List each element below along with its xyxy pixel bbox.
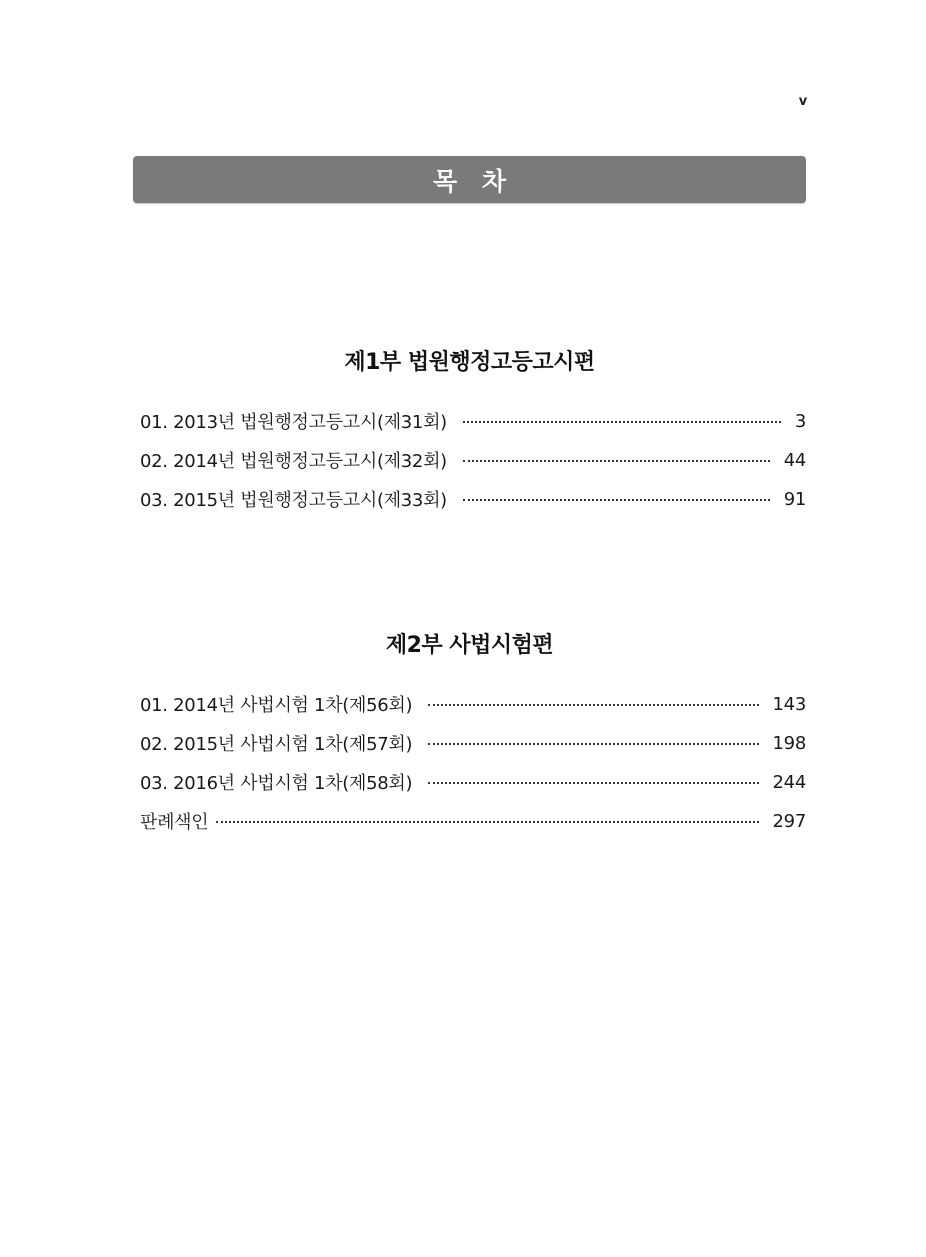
entry-page-number: 91	[783, 488, 806, 510]
toc-banner	[133, 156, 806, 203]
entry-page-number: 44	[783, 449, 806, 471]
toc-title: 목 차	[432, 166, 514, 196]
entry-label: 01. 2014년 사법시험 1차(제56회)	[140, 695, 413, 716]
toc-entry-case-index[interactable]	[140, 808, 806, 834]
toc-entry[interactable]	[140, 769, 806, 795]
toc-entry[interactable]	[140, 486, 806, 512]
toc-entry[interactable]	[140, 408, 806, 434]
dot-leader	[428, 704, 758, 706]
entry-label: 판례색인	[140, 812, 209, 833]
part-2-heading: 제2부 사법시험편	[385, 633, 554, 658]
entry-label: 03. 2016년 사법시험 1차(제58회)	[140, 773, 413, 794]
entry-label: 01. 2013년 법원행정고등고시(제31회)	[140, 412, 447, 433]
entry-page-number: 3	[794, 410, 806, 432]
dot-leader	[428, 782, 758, 784]
dot-leader	[216, 821, 758, 823]
entry-page-number: 244	[772, 771, 806, 793]
entry-label: 02. 2014년 법원행정고등고시(제32회)	[140, 451, 447, 472]
dot-leader	[463, 499, 770, 501]
dot-leader	[428, 743, 758, 745]
entry-label: 02. 2015년 사법시험 1차(제57회)	[140, 734, 413, 755]
dot-leader	[463, 421, 781, 423]
entry-page-number: 143	[772, 693, 806, 715]
entry-page-number: 198	[772, 732, 806, 754]
toc-entry[interactable]	[140, 730, 806, 756]
page-number: v	[798, 94, 808, 109]
entry-page-number: 297	[772, 810, 806, 832]
part-1-heading: 제1부 법원행정고등고시편	[344, 350, 595, 375]
toc-entry[interactable]	[140, 691, 806, 717]
entry-label: 03. 2015년 법원행정고등고시(제33회)	[140, 490, 447, 511]
toc-entry[interactable]	[140, 447, 806, 473]
dot-leader	[463, 460, 770, 462]
